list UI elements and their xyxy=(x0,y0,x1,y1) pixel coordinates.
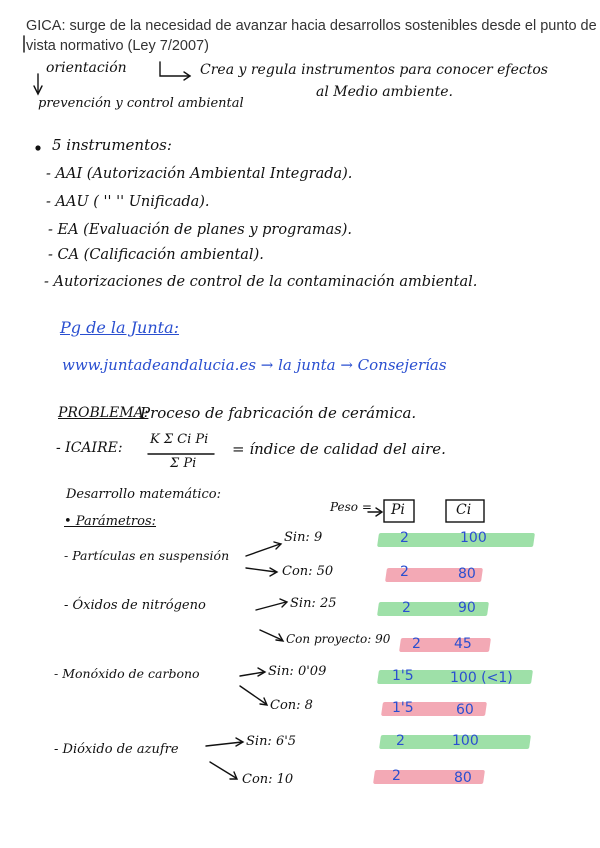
instrument-item-ca: - CA (Calificación ambiental). xyxy=(48,247,264,263)
parameter-row-label: Sin: 9 xyxy=(284,530,323,545)
pg-junta-label: Pg de la Junta: xyxy=(60,318,180,337)
prevencion-note: prevención y control ambiental xyxy=(38,96,244,111)
column-pi-header: Pi xyxy=(391,502,405,518)
problema-label: PROBLEMA: xyxy=(58,405,149,421)
ci-value: 80 xyxy=(458,566,476,582)
parameter-name: - Óxidos de nitrógeno xyxy=(64,598,206,613)
instrument-item-autorizaciones: - Autorizaciones de control de la contaminación ambiental. xyxy=(44,274,478,290)
pi-value: 2 xyxy=(392,768,401,784)
crea-note: Crea y regula instrumentos para conocer efectos xyxy=(200,62,548,78)
parameter-row-label: Con: 10 xyxy=(242,772,294,787)
instrument-item-aai: - AAI (Autorización Ambiental Integrada). xyxy=(46,166,353,182)
orientacion-note: orientación xyxy=(46,60,127,76)
parameter-name: - Partículas en suspensión xyxy=(64,548,230,563)
parameter-row-label: Con proyecto: 90 xyxy=(286,632,391,646)
ci-value: 45 xyxy=(454,636,472,652)
parametros-label: • Parámetros: xyxy=(64,514,157,529)
instrumentos-title: 5 instrumentos: xyxy=(52,136,172,154)
ci-value: 100 xyxy=(452,733,479,749)
junta-url[interactable]: www.juntadeandalucia.es → la junta → Consejerías xyxy=(62,356,447,374)
pi-value: 2 xyxy=(402,600,411,616)
desarrollo-label: Desarrollo matemático: xyxy=(66,487,222,502)
parameter-row-label: Con: 8 xyxy=(270,698,313,713)
instrument-item-aau: - AAU ( '' '' Unificada). xyxy=(46,194,210,210)
parameter-row-label: Con: 50 xyxy=(282,564,334,579)
ci-value: 100 xyxy=(460,530,487,546)
problema-text: Proceso de fabricación de cerámica. xyxy=(140,404,417,422)
pi-value: 2 xyxy=(400,530,409,546)
parameter-row-label: Sin: 0'09 xyxy=(268,664,327,679)
pi-value: 2 xyxy=(396,733,405,749)
ci-value: 100 (<1) xyxy=(450,670,513,686)
pi-value: 2 xyxy=(400,564,409,580)
ci-value: 90 xyxy=(458,600,476,616)
header-line-1: GICA: surge de la necesidad de avanzar hacia desarrollos sostenibles desde el punto de xyxy=(26,18,597,34)
formula-numerator: K Σ Ci Pi xyxy=(150,432,209,447)
parameter-name: - Dióxido de azufre xyxy=(54,742,179,757)
parameter-name: - Monóxido de carbono xyxy=(54,666,200,681)
instrument-item-ea: - EA (Evaluación de planes y programas). xyxy=(48,222,353,238)
parameter-row-label: Sin: 6'5 xyxy=(246,734,297,749)
pi-value: 2 xyxy=(412,636,421,652)
icaire-label: - ICAIRE: xyxy=(56,440,123,456)
pi-value: 1'5 xyxy=(392,668,414,684)
pi-value: 1'5 xyxy=(392,700,414,716)
header-line-2: vista normativo (Ley 7/2007) xyxy=(26,38,209,54)
ci-value: 60 xyxy=(456,702,474,718)
formula-denominator: Σ Pi xyxy=(170,456,197,471)
crea-note-2: al Medio ambiente. xyxy=(316,84,453,100)
parameter-row-label: Sin: 25 xyxy=(290,596,337,611)
column-ci-header: Ci xyxy=(456,502,472,518)
ci-value: 80 xyxy=(454,770,472,786)
indice-text: = índice de calidad del aire. xyxy=(232,440,446,458)
peso-label: Peso = xyxy=(330,500,372,514)
